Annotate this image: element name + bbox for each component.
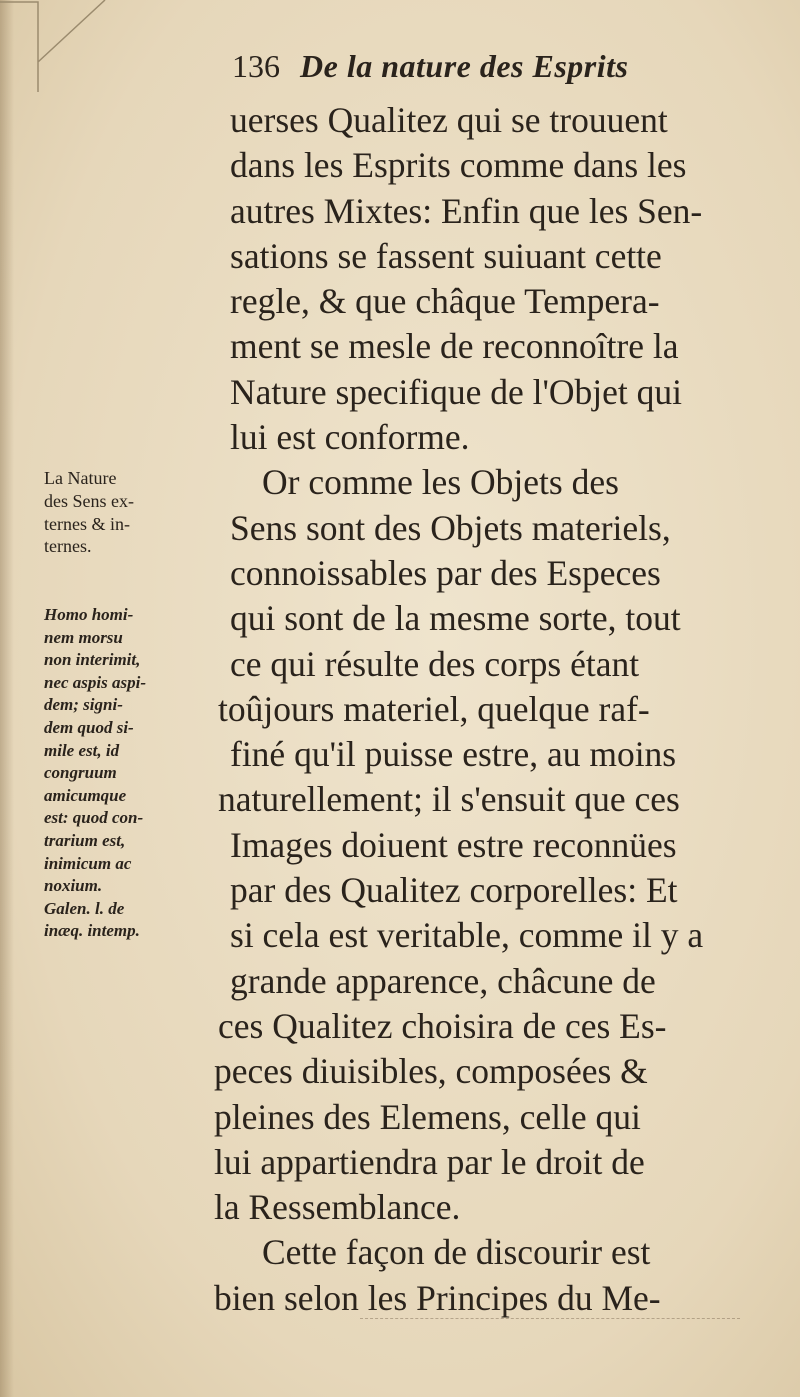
text-line: Sens sont des Objets materiels, [230,507,671,548]
text-line: qui sont de la mesme sorte, tout [230,598,681,639]
text-line: ces Qualitez choisira de ces Es- [218,1005,667,1046]
margin-line: congruum [44,763,117,783]
spine-shadow [0,0,14,1397]
text-line: toûjours materiel, quelque raf- [218,688,650,729]
margin-line: trarium est, [44,830,126,850]
page-header [232,48,628,98]
margin-note-galen-quote [44,604,214,943]
page-bottom-rule [360,1318,740,1320]
margin-line: des Sens ex- [44,490,134,511]
text-line: Images doiuent estre reconnües [230,824,677,865]
margin-line: mile est, id [44,740,120,760]
corner-fold-mark [0,0,110,110]
text-line: lui appartiendra par le droit de [214,1141,645,1182]
margin-line: noxium. [44,876,103,896]
text-line: Nature specifique de l'Objet qui [230,371,682,412]
margin-line: ternes & in- [44,513,130,534]
text-line: par des Qualitez corporelles: Et [230,870,678,911]
running-title: De la nature des Esprits [300,48,629,84]
margin-note-nature-des-sens [44,467,214,558]
text-line: regle, & que châque Tempera- [230,281,660,322]
margin-line: inimicum ac [44,853,132,873]
margin-line: nem morsu [44,627,123,647]
margin-line: non interimit, [44,650,141,670]
text-line: sations se fassent suiuant cette [230,235,662,276]
text-line: pleines des Elemens, celle qui [214,1096,641,1137]
text-line: la Ressemblance. [214,1187,461,1228]
text-line: peces diuisibles, composées & [214,1051,648,1092]
text-line: autres Mixtes: Enfin que les Sen- [230,190,703,231]
margin-line: inæq. intemp. [44,921,140,941]
text-line: dans les Esprits comme dans les [230,145,687,186]
margin-line: ternes. [44,536,92,557]
text-line: uerses Qualitez qui se trouuent [230,100,668,140]
margin-line: Galen. l. de [44,898,125,918]
text-line: lui est conforme. [230,417,470,458]
margin-line: nec aspis aspi- [44,672,146,692]
page-number: 136 [232,48,280,84]
margin-line: amicumque [44,785,127,805]
text-line: bien selon les Principes du Me- [214,1277,661,1318]
text-line: Or comme les Objets des [262,462,619,503]
text-line: connoissables par des Especes [230,552,661,593]
margin-line: dem quod si- [44,717,134,737]
text-line: finé qu'il puisse estre, au moins [230,734,677,775]
margin-line: dem; signi- [44,695,123,715]
text-line: Cette façon de discourir est [262,1232,651,1273]
text-line: ce qui résulte des corps étant [230,643,640,684]
body-text [214,98,774,1321]
margin-line: est: quod con- [44,808,144,828]
text-line: grande apparence, châcune de [230,960,656,1001]
text-line: si cela est veritable, comme il y a [230,915,704,956]
margin-line: Homo homi- [44,605,134,624]
text-line: ment se mesle de reconnoître la [230,326,679,367]
text-line: naturellement; il s'ensuit que ces [218,779,680,820]
margin-line: La Nature [44,468,117,488]
